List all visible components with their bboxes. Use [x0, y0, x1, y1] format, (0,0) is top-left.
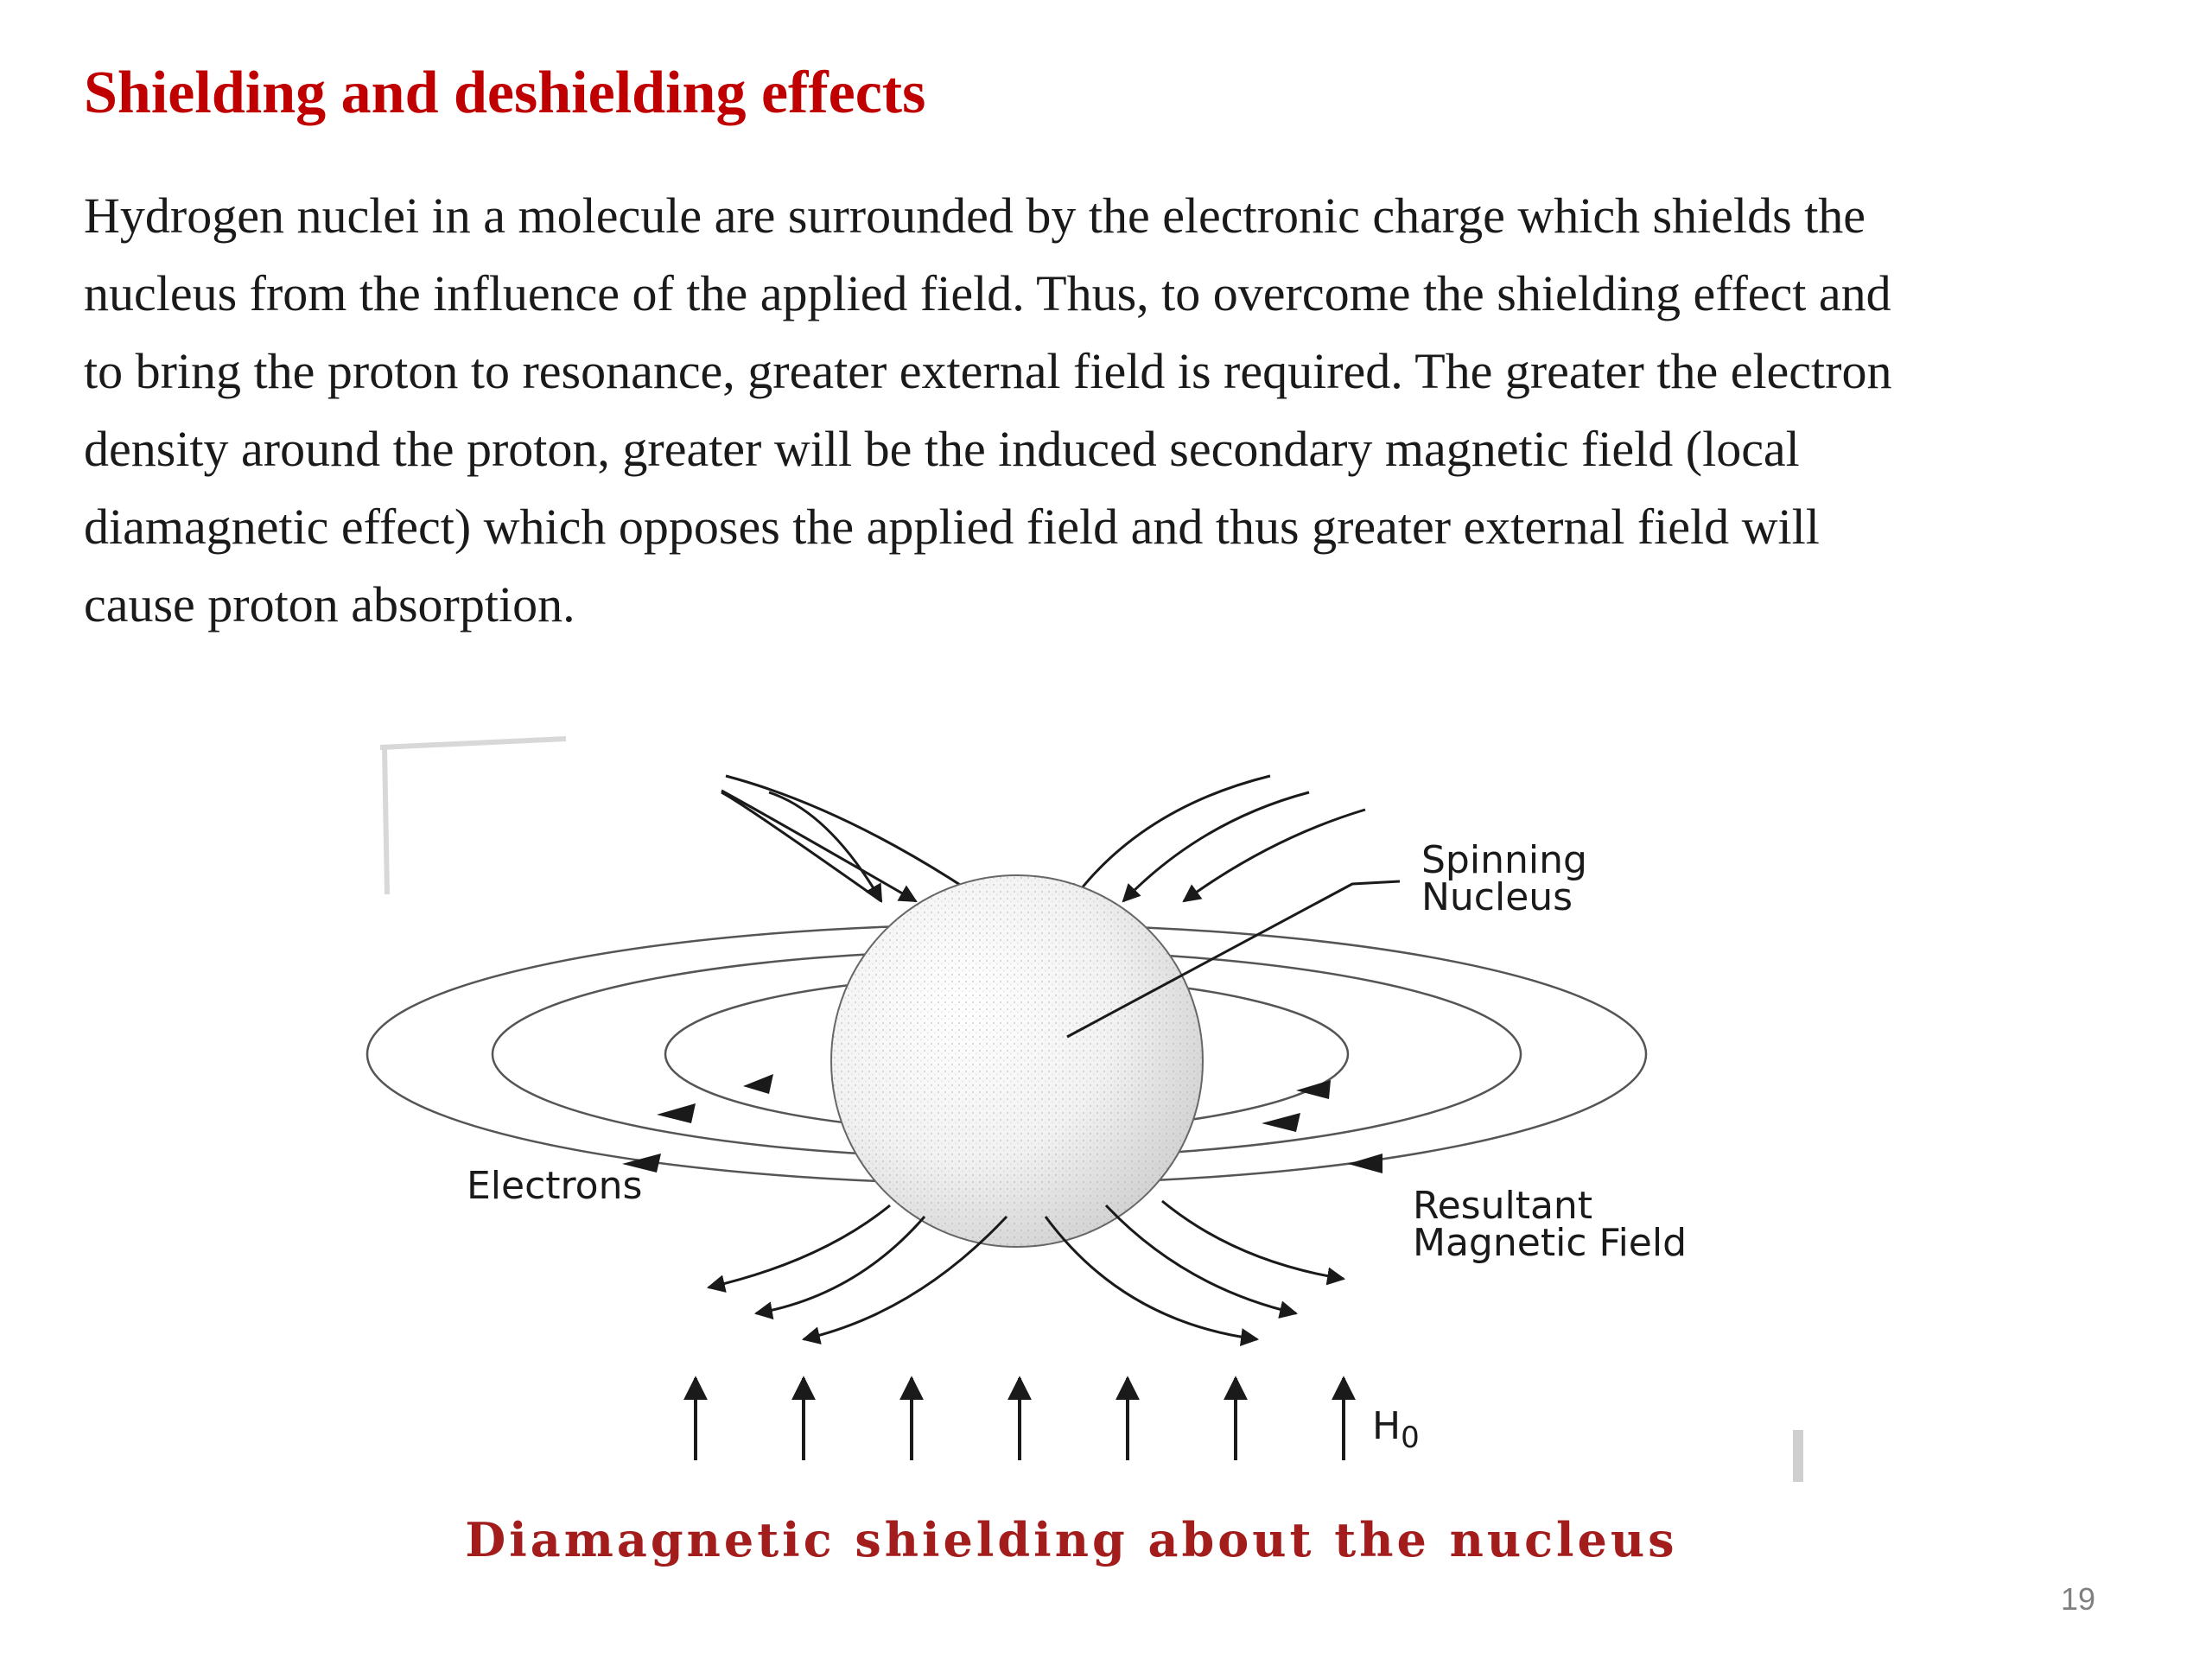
scan-artifact	[1793, 1430, 1803, 1482]
spinning-label-line2: Nucleus	[1421, 875, 1573, 919]
paragraph-line: nucleus from the influence of the applied field. Thus, to overcome the shielding effect and	[84, 265, 1891, 321]
applied-field-arrows	[696, 1378, 1344, 1460]
slide-title: Shielding and deshielding effects	[84, 60, 926, 126]
spinning-label-line1: Spinning	[1421, 838, 1587, 882]
resultant-label-line2: Magnetic Field	[1413, 1221, 1688, 1265]
spinning-nucleus	[831, 875, 1203, 1247]
body-paragraph	[84, 177, 2158, 644]
electrons-label: Electrons	[467, 1164, 643, 1208]
field-symbol: H	[1372, 1404, 1402, 1448]
diamagnetic-shielding-diagram	[363, 717, 1832, 1495]
figure-caption: Diamagnetic shielding about the nucleus	[465, 1512, 1678, 1567]
resultant-label-line1: Resultant	[1413, 1184, 1593, 1228]
paragraph-line: Hydrogen nuclei in a molecule are surrounded by the electronic charge which shields the	[84, 188, 1866, 244]
scan-frame-corner	[385, 747, 387, 894]
paragraph-line: diamagnetic effect) which opposes the applied field and thus greater external field will	[84, 499, 1820, 555]
page-number: 19	[2061, 1581, 2096, 1617]
field-subscript: 0	[1401, 1421, 1420, 1455]
paragraph-line: density around the proton, greater will be the induced secondary magnetic field (local	[84, 421, 1800, 477]
paragraph-line: cause proton absorption.	[84, 576, 575, 632]
scan-frame-corner	[380, 739, 566, 747]
paragraph-line: to bring the proton to resonance, greater external field is required. The greater the electron	[84, 343, 1892, 399]
field-symbol-label	[1372, 1404, 1420, 1455]
